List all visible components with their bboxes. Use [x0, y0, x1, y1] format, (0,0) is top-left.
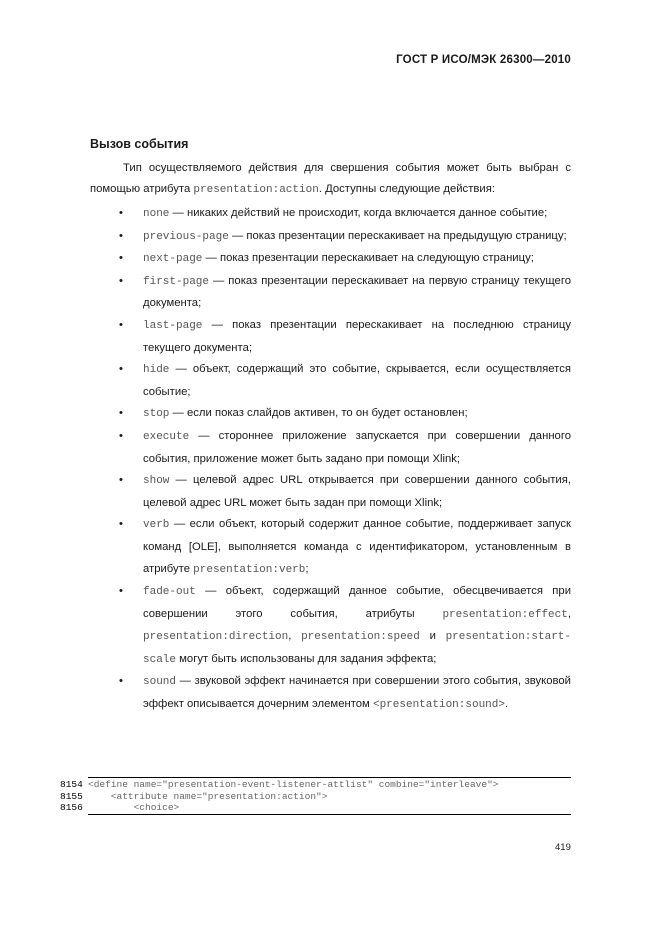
action-description: — если показ слайдов активен, то он будет остановлен; — [169, 407, 468, 420]
action-code: show — [143, 475, 170, 488]
action-description: — показ презентации перескакивает на следующую страницу; — [202, 252, 534, 265]
code-text: <define name="presentation-event-listener-attlist" combine="interleave"> — [88, 779, 499, 790]
line-number: 8156 — [60, 802, 83, 813]
attribute-code: presentation:speed — [301, 631, 420, 644]
attribute-code: presentation:effect — [442, 608, 568, 621]
intro-text-after: . Доступны следующие действия: — [318, 183, 495, 195]
list-item-sound — [90, 671, 571, 716]
separator: , — [567, 607, 571, 620]
action-code: sound — [143, 676, 177, 689]
action-code: verb — [143, 519, 170, 532]
list-item-previous-page — [90, 226, 571, 249]
action-description: — звуковой эффект начинается при совершении этого события, звуковой эффект описывается дочерним элементом — [143, 675, 571, 711]
separator: , — [288, 630, 302, 643]
list-item-verb — [90, 514, 571, 581]
action-code: last-page — [143, 319, 203, 332]
section-title: Вызов события — [90, 137, 189, 151]
action-description: — показ презентации перескакивает на последнюю страницу текущего документа; — [143, 318, 571, 354]
attribute-code: presentation:direction — [143, 631, 289, 644]
action-code: first-page — [143, 275, 210, 288]
line-number: 8155 — [60, 790, 83, 802]
code-line — [60, 791, 327, 803]
attribute-code: presentation:verb — [193, 563, 306, 576]
list-item-hide — [90, 359, 571, 403]
attribute-code: presentation:start-scale — [143, 631, 571, 666]
element-code: <presentation:sound> — [372, 699, 505, 712]
code-text: <attribute name="presentation:action"> — [88, 790, 328, 802]
action-description-tail: . — [505, 698, 509, 711]
action-description: — объект, содержащий данное событие, обесцвечивается при совершении этого события, атрибуты — [143, 585, 571, 620]
action-code: none — [143, 208, 170, 220]
list-item-first-page — [90, 271, 571, 315]
code-line — [60, 779, 498, 791]
action-description-tail: ; — [305, 562, 309, 575]
list-item-stop — [90, 403, 571, 426]
list-item-show — [90, 470, 571, 514]
list-item-none — [90, 203, 571, 226]
code-top-rule — [88, 777, 571, 778]
line-number: 8154 — [60, 779, 83, 790]
action-code: fade-out — [143, 586, 196, 599]
page-number: 419 — [555, 842, 571, 853]
code-text: <choice> — [88, 802, 180, 813]
action-code: next-page — [143, 253, 203, 266]
action-description: — показ презентации перескакивает на предыдущую страницу; — [228, 229, 567, 242]
code-bottom-rule — [88, 814, 571, 815]
document-header: ГОСТ Р ИСО/МЭК 26300—2010 — [396, 54, 571, 66]
action-description: — стороннее приложение запускается при совершении данного события, приложение может быть задано при помощи Xlink; — [143, 429, 571, 465]
action-code: previous-page — [143, 230, 229, 243]
list-item-next-page — [90, 248, 571, 271]
separator: и — [419, 630, 446, 643]
list-item-fade-out — [90, 581, 571, 671]
intro-paragraph — [90, 158, 571, 201]
intro-text-before: Тип осуществляемого действия для свершения события может быть выбран с помощью атрибута — [90, 162, 571, 195]
action-description: — никаких действий не происходит, когда включается данное событие; — [169, 207, 548, 219]
action-description: — если объект, который содержит данное событие, поддерживает запуск команд [OLE], выполняется команда с идентификатором, установленным в атрибуте — [143, 518, 571, 575]
action-description: — объект, содержащий это событие, скрывается, если осуществляется событие; — [143, 363, 571, 398]
action-description-tail: могут быть использованы для задания эффекта; — [176, 652, 437, 665]
list-item-execute — [90, 426, 571, 470]
action-code: execute — [143, 430, 190, 443]
action-description: — целевой адрес URL открывается при совершении данного события, целевой адрес URL может быть задан при помощи Xlink; — [143, 474, 571, 509]
intro-attribute: presentation:action — [193, 184, 319, 196]
action-code: stop — [143, 408, 170, 421]
code-line — [60, 802, 179, 814]
action-description: — показ презентации перескакивает на первую страницу текущего документа; — [143, 274, 571, 310]
list-item-last-page — [90, 315, 571, 359]
action-list — [90, 203, 571, 717]
action-code: hide — [143, 364, 170, 377]
